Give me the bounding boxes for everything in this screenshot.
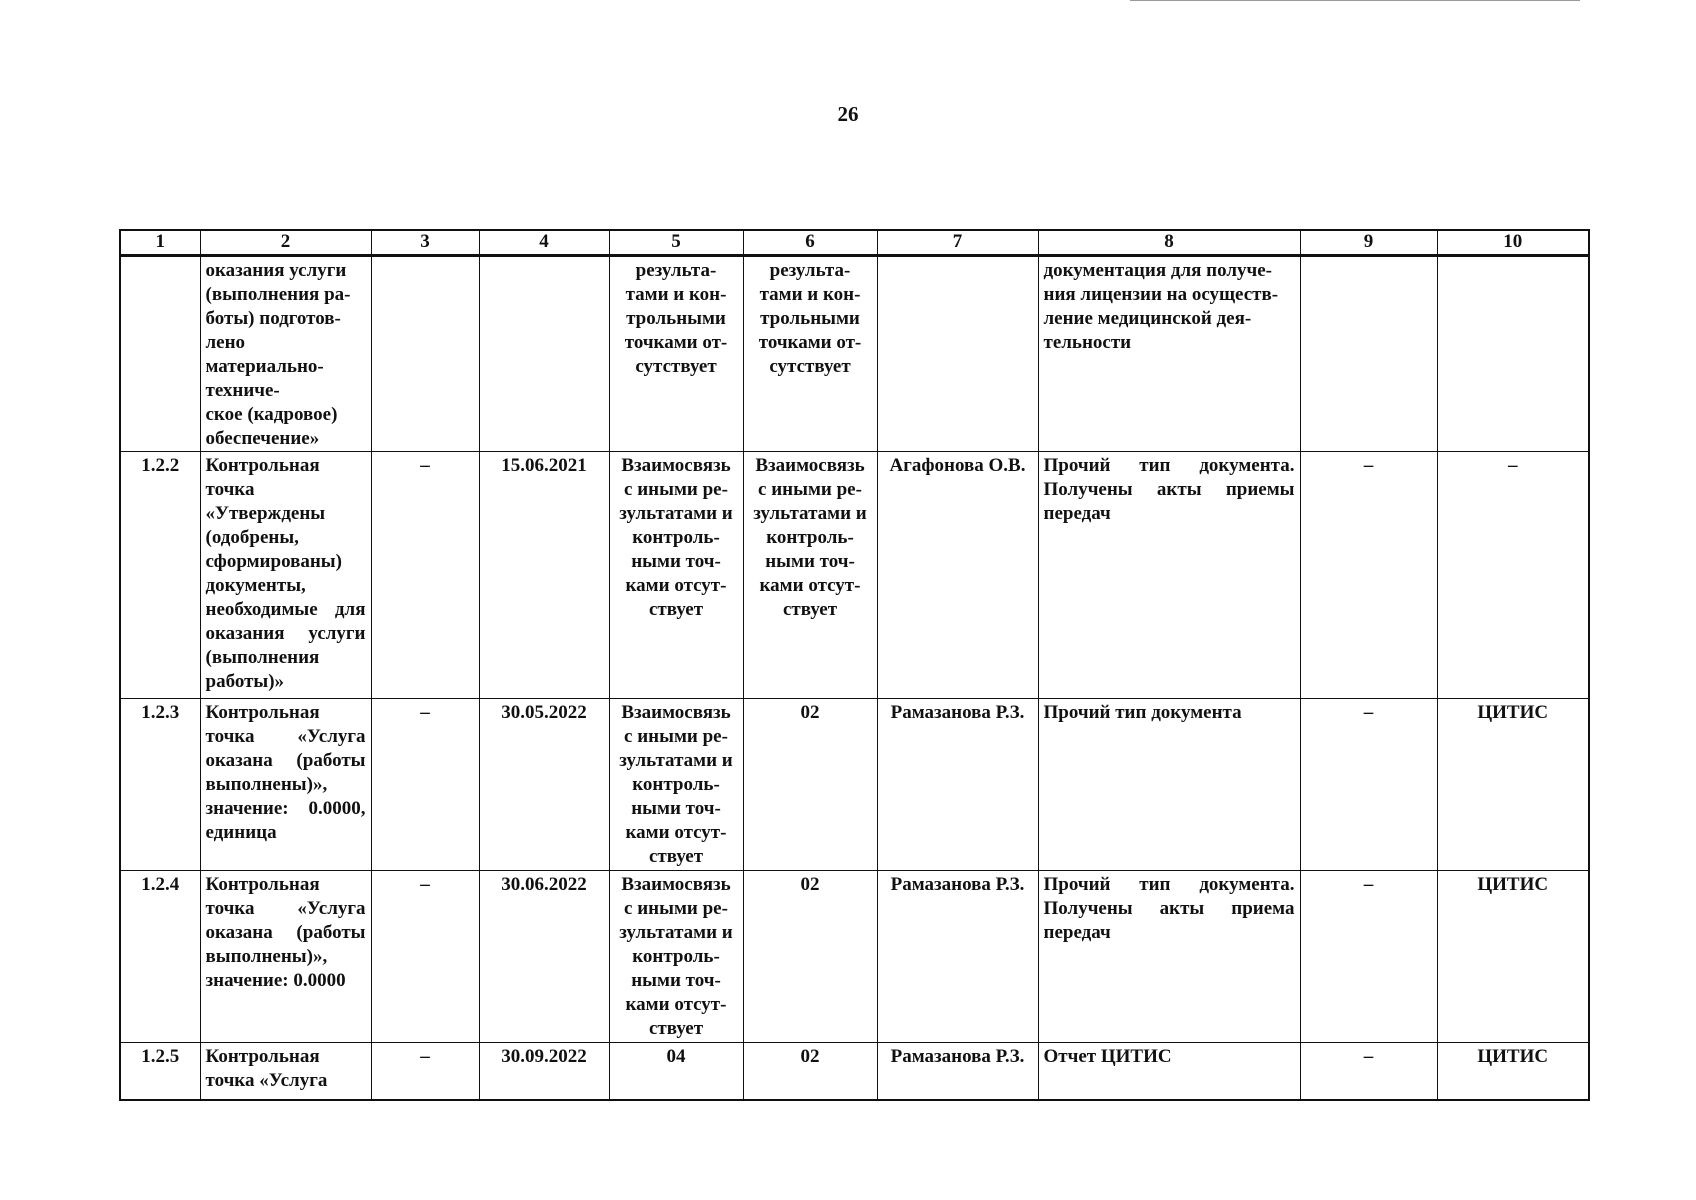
header-cell: 9 <box>1300 230 1437 256</box>
col6-value: 02 <box>743 699 877 871</box>
header-cell: 10 <box>1437 230 1589 256</box>
col6-value: 02 <box>743 1043 877 1100</box>
row-number: 1.2.3 <box>120 699 200 871</box>
header-cell: 2 <box>200 230 371 256</box>
document-type: Прочий тип документа <box>1038 699 1300 871</box>
control-point-title: Контрольная точка «Утверждены (одобрены, сформированы) документы, необходимые для оказания услуги (выполнения работы)» <box>200 452 371 699</box>
table-header-row <box>120 230 1589 256</box>
col5-value: Взаимосвязь с иными ре- зультатами и контроль- ными точ- ками отсут- ствует <box>609 871 743 1043</box>
col9-value <box>1300 256 1437 452</box>
document-type: документация для получе- ния лицензии на осуществ- ление медицинской дея- тельности <box>1038 256 1300 452</box>
document-type: Прочий тип документа. Получены акты приемы передач <box>1038 452 1300 699</box>
header-cell: 5 <box>609 230 743 256</box>
responsible-person <box>877 256 1038 452</box>
table-row <box>120 452 1589 699</box>
control-point-title: оказания услуги (выполнения ра- боты) подготов- лено материально-техниче- ское (кадровое) обеспечение» <box>200 256 371 452</box>
col9-value: – <box>1300 452 1437 699</box>
col10-value: – <box>1437 452 1589 699</box>
col3-value: – <box>371 699 479 871</box>
table-row <box>120 871 1589 1043</box>
col6-value: 02 <box>743 871 877 1043</box>
col3-value: – <box>371 871 479 1043</box>
control-points-table <box>119 229 1590 1101</box>
date-value: 30.05.2022 <box>479 699 609 871</box>
row-number: 1.2.4 <box>120 871 200 1043</box>
col3-value: – <box>371 1043 479 1100</box>
col10-value: ЦИТИС <box>1437 699 1589 871</box>
header-cell: 7 <box>877 230 1038 256</box>
col6-value: Взаимосвязь с иными ре- зультатами и контроль- ными точ- ками отсут- ствует <box>743 452 877 699</box>
date-value <box>479 256 609 452</box>
responsible-person: Рамазанова Р.З. <box>877 871 1038 1043</box>
col9-value: – <box>1300 699 1437 871</box>
col10-value: ЦИТИС <box>1437 871 1589 1043</box>
col9-value: – <box>1300 1043 1437 1100</box>
col9-value: – <box>1300 871 1437 1043</box>
col5-value: 04 <box>609 1043 743 1100</box>
table-row <box>120 1043 1589 1100</box>
row-number: 1.2.5 <box>120 1043 200 1100</box>
table-row <box>120 256 1589 452</box>
col10-value <box>1437 256 1589 452</box>
responsible-person: Рамазанова Р.З. <box>877 699 1038 871</box>
page-number: 26 <box>837 102 859 126</box>
control-point-title: Контрольная точка «Услуга оказана (работы выполнены)», значение: 0.0000, единица <box>200 699 371 871</box>
document-type: Прочий тип документа. Получены акты приема передач <box>1038 871 1300 1043</box>
header-cell: 4 <box>479 230 609 256</box>
row-number: 1.2.2 <box>120 452 200 699</box>
responsible-person: Рамазанова Р.З. <box>877 1043 1038 1100</box>
date-value: 15.06.2021 <box>479 452 609 699</box>
col5-value: результа- тами и кон- трольными точками от- сутствует <box>609 256 743 452</box>
col3-value <box>371 256 479 452</box>
col5-value: Взаимосвязь с иными ре- зультатами и контроль- ными точ- ками отсут- ствует <box>609 699 743 871</box>
table-row <box>120 699 1589 871</box>
date-value: 30.09.2022 <box>479 1043 609 1100</box>
row-number <box>120 256 200 452</box>
date-value: 30.06.2022 <box>479 871 609 1043</box>
responsible-person: Агафонова О.В. <box>877 452 1038 699</box>
header-cell: 6 <box>743 230 877 256</box>
header-cell: 8 <box>1038 230 1300 256</box>
control-point-title: Контрольная точка «Услуга <box>200 1043 371 1100</box>
col6-value: результа- тами и кон- трольными точками от- сутствует <box>743 256 877 452</box>
col3-value: – <box>371 452 479 699</box>
header-cell: 3 <box>371 230 479 256</box>
document-type: Отчет ЦИТИС <box>1038 1043 1300 1100</box>
col5-value: Взаимосвязь с иными ре- зультатами и контроль- ными точ- ками отсут- ствует <box>609 452 743 699</box>
control-point-title: Контрольная точка «Услуга оказана (работы выполнены)», значение: 0.0000 <box>200 871 371 1043</box>
header-cell: 1 <box>120 230 200 256</box>
col10-value: ЦИТИС <box>1437 1043 1589 1100</box>
scan-artifact-line <box>1130 0 1580 1</box>
